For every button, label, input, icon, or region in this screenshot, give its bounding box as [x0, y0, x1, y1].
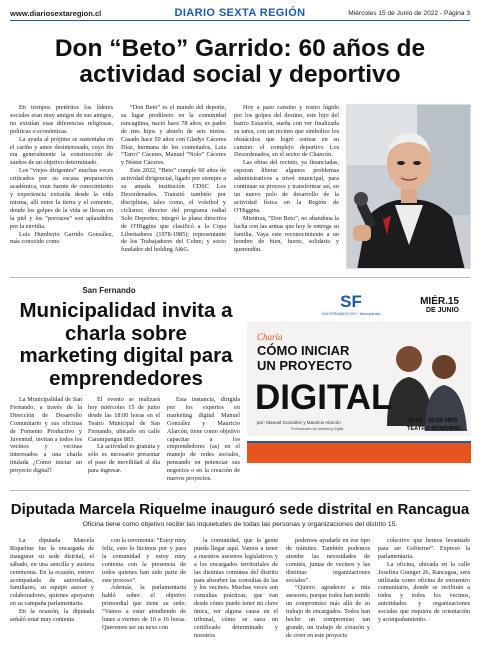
- article2-col3-p1: Esta instancia, dirigida por los expertos en marketing digital Manuel González y Mauricio Alarcón, tiene como objetivo capacitar a los emprendedores (as) en el manejo de redes sociales, pensando en potenciar sus negocios o en la creación de nuevos proyectos.: [167, 396, 240, 483]
- poster-graphic: [247, 281, 471, 463]
- article2-col2-p2: La actividad es gratuita y sólo es necesario presentar el pase de movilidad al día para ingresar.: [88, 443, 160, 475]
- article3-headline: Diputada Marcela Riquelme inauguró sede distrital en Rancagua: [10, 501, 470, 518]
- article3-col2-p2: Además, la parlamentaria habló sobre el objetivo primordial que tiene su sede: “Vamos a estar atendiendo de lunes a viernes de 10 a 16 horas. Queremos ser un nexo con: [102, 584, 186, 631]
- article1-headline: Don “Beto” Garrido: 60 años de actividad social y deportivo: [54, 35, 426, 88]
- article1-col2: [121, 104, 226, 254]
- website-url[interactable]: www.diariosextaregion.cl: [10, 8, 102, 18]
- poster-date-line1: MIÉR.15: [420, 296, 459, 307]
- poster-script-word: Charla: [257, 332, 283, 342]
- poster-big-word: DIGITAL: [255, 378, 393, 417]
- article3-col1-p2: En la ocasión, la diputada señaló estar muy contenta: [10, 608, 94, 624]
- newspaper-brand: DIARIO SEXTA REGIÓN: [174, 7, 306, 19]
- poster-accent-band: [247, 441, 471, 463]
- article3-col4: [286, 537, 370, 640]
- article3-col2: [102, 537, 186, 632]
- poster-title-line2: UN PROYECTO: [257, 358, 353, 373]
- article3-col1: [10, 537, 94, 624]
- article2-col2-p1: El evento se realizará hoy miércoles 15 de junio desde las 18:00 horas en el Teatro Municipal de San Fernando, ubicado en calle Carampangue 883.: [88, 396, 160, 443]
- article3-col1-p1: La diputada Marcela Riquelme fue la encargada de inaugurar su sede distrital, el sábado, en una sencilla y austera ceremonia. En la ocasión, estuvo acompañada de autoridades, familiares, su equipo asesor y colaboradores, quienes apoyaron en su campaña parlamentaria.: [10, 537, 94, 608]
- poster-logo-caption: SAN FERNANDO HOY · Municipalidad: [321, 312, 381, 316]
- article1-col3-p3: Mientras, “Don Beto”, no abandona la lucha con las armas que hoy le entrega su familia. Vaya este reconocimiento a un hombre de bien, fuerte, solidario y querendón.: [234, 214, 339, 254]
- article2-col1-p1: La Municipalidad de San Fernando, a través de la Dirección de Desarrollo Comunitario y sus oficinas de Fomento Productivo y Juventud, invitan a todos los vecinos y vecinas interesados a una charla titulada ¿Cómo iniciar un proyecto digital?: [10, 396, 82, 475]
- article1-col3: [234, 104, 339, 254]
- article2-col3: [167, 396, 240, 483]
- poster-date-line2: DE JUNIO: [425, 307, 459, 314]
- article3-col5: [378, 537, 470, 624]
- article1-col1-p1: En tiempos pretéritos los líderes sociales eran muy amigos de sus amigos, no existían esas diferencias religiosas, políticas o económicas.: [10, 104, 113, 135]
- masthead: [10, 6, 470, 20]
- article3-col5-p1: colectivo que hemos levantado para ser Gobierno”. Expresó la parlamentaria.: [378, 537, 470, 560]
- portrait-illustration: [347, 105, 471, 269]
- article3-col3: [194, 537, 278, 640]
- article3-subhead: Oficina tiene como objetivo recibir las inquietudes de todas las personas y organizaciones del distrito 15.: [82, 521, 398, 528]
- article2-kicker: San Fernando: [82, 286, 136, 295]
- article2-col2: [88, 396, 160, 475]
- poster-speakers: por: Manuel González y Mauricio Alarcón: [257, 420, 341, 425]
- masthead-rule: [10, 20, 470, 21]
- date-page: Miércoles 15 de Junio de 2022 - Página 3: [348, 9, 470, 17]
- poster-venue: TEATRO MUNICIPAL: [407, 426, 462, 432]
- poster-title-line1: CÓMO INICIAR: [257, 343, 350, 358]
- article3-col3-p1: la comunidad, que la gente pueda llegar aquí. Vamos a tener a nuestros asesores legislativos y a los encargados territoriales de las distintas comunas del distrito para absorber las consultas de las y los vecinos. Muchas veces son consultas prácticas, que van desde cómo puedo tener mi clave única, ver alguna causa en el tribunal, cómo se saca un certificado determinado y nosotros: [194, 537, 278, 639]
- article1-col2-p1: “Don Beto” es el mundo del deporte, su lugar predilecto en la comunidad rancagüina, nació hace 78 años, es padre de tres hijos y abuelo de seis nietos. Casado hace 59 años con Gladys Cáceres Díaz, hermana de los connotados, Luis “Tarro” Cáceres, Manuel “Nolo” Cáceres y Néstor Cáceres.: [121, 104, 226, 167]
- article1-col1-p4: Luis Humberto Garrido González, más conocido como: [10, 230, 113, 246]
- article1-col3-p2: Las obras del recinto, ya financiadas, esperan liberar algunos problemas administrativos a nivel municipal, para continuar su proceso y transformar así, en un nuevo polo de desarrollo de la actividad física en la Región de O'Higgins.: [234, 159, 339, 214]
- article1-col1-p3: Los “viejos dirigentes” muchas veces criticados por su escasa preparación académica, eran fuente de conocimiento y experiencia extraída desde la vida misma, allí entre la tierra y el cemento, donde los golpes de la vida se llevan en la piel y los “porrazos” son aplaudidos por la envidia.: [10, 167, 113, 230]
- section-divider-1: [10, 277, 470, 278]
- poster-speakers-role: Profesionales del Marketing Digital: [291, 427, 344, 431]
- article3-col4-p1: podemos ayudarle en ese tipo de trámites. También podemos atender las necesidades de comités, juntas de vecinos y las distintas organizaciones sociales”.: [286, 537, 370, 584]
- article2-col1: [10, 396, 82, 475]
- article3-col4-p2: “Quiero agradecer a mis asesores, porque todos han tenido un compromiso más allá de su trabajo de encargados. Todos han hecho un compromiso tan grande, un trabajo de corazón y de creer en este proyecto: [286, 584, 370, 639]
- event-poster: [247, 281, 471, 463]
- poster-logo: SF: [340, 292, 362, 311]
- article2-headline: Municipalidad invita a charla sobre marketing digital para emprendedores: [19, 299, 233, 390]
- section-divider-2: [10, 490, 470, 491]
- article3-col2-p1: con la ceremonia: “Estoy muy feliz, esto lo hicimos por y para la comunidad y estoy muy contenta con la presencia de todos quienes han sido parte de este proceso”.: [102, 537, 186, 584]
- article1-col1-p2: La ayuda al prójimo se sustentaba en el cariño y amor desinteresado, cuyo fin era generalmente la construcción de sueños de un objetivo determinado.: [10, 135, 113, 167]
- article1-col2-p2: Este 2022, “Beto” cumple 60 años de actividad dirigencial, ligado por siempre a su amada institución CDSC Los Desordenados. Transitó también por disciplinas, tales como, el voleibol y ciclismo; director del programa radial Solo Deportes; integró la plana directiva de O'Higgins que clasificó a la Copa Libertadores (1978-1985); representante de los Trabajadores del Cobre; y socio fundador del holding A&G.: [121, 167, 226, 254]
- poster-time: 18:00 - 20:00 HRS: [407, 418, 458, 424]
- article1-col1: [10, 104, 113, 246]
- article3-col5-p2: La oficina, ubicada en la calle Josefina Granger 26, Rancagua, será utilizada como oficina de encuentro comunitario, donde se recibirán a todos y todos los vecinos, autoridades y organizaciones sociales que requiera de orientación y acompañamiento.: [378, 560, 470, 624]
- article1-col3-p1: Hoy a paso cansino y rostro lúgido por los golpes del destino, este hijo del barrio Estación, sueña con ver finalizada su tarea, con un recinto que simbolice los obstáculos que logró sortear en su camino: el complejo deportivo Los Desordenados, en el sector de Chancón.: [234, 104, 339, 159]
- beto-garrido-photo: [346, 104, 471, 269]
